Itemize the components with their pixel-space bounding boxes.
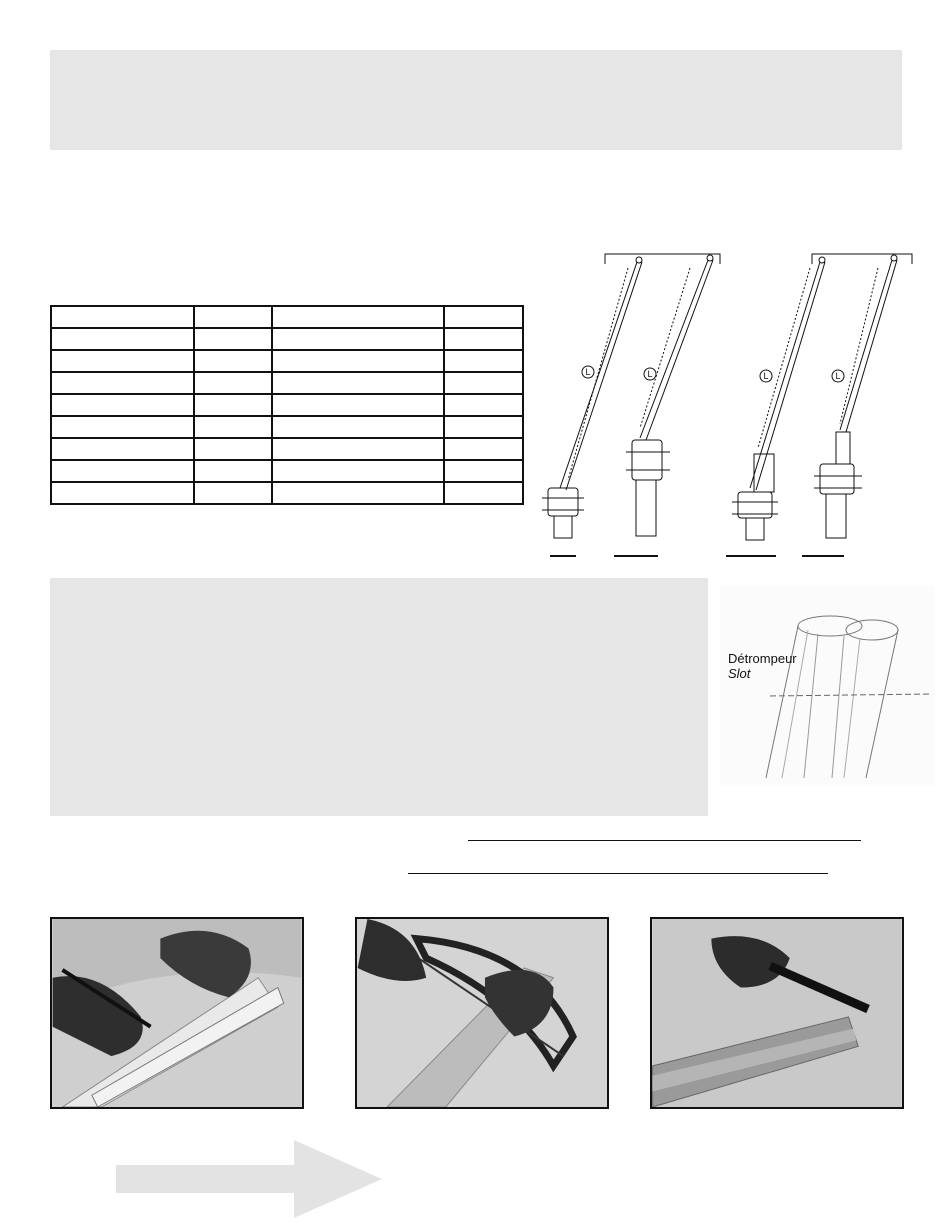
table-cell <box>444 460 523 482</box>
table-cell <box>272 328 444 350</box>
table-cell <box>444 372 523 394</box>
table-cell <box>51 328 194 350</box>
table-cell <box>194 394 272 416</box>
table-cell <box>272 306 444 328</box>
table-cell <box>51 394 194 416</box>
table-cell <box>51 372 194 394</box>
header-band <box>50 50 902 150</box>
length-marker-4: L <box>835 371 841 381</box>
sawing-tube-photo <box>355 917 609 1109</box>
table-cell <box>51 460 194 482</box>
table-cell <box>272 394 444 416</box>
spec-table <box>50 305 524 505</box>
table-row <box>51 416 523 438</box>
mast-length-diagram <box>540 248 920 566</box>
table-cell <box>444 416 523 438</box>
instruction-band <box>50 578 708 816</box>
table-cell <box>194 416 272 438</box>
length-marker-1: L <box>585 367 591 377</box>
table-cell <box>272 350 444 372</box>
table-cell <box>194 350 272 372</box>
table-cell <box>272 482 444 504</box>
table-row <box>51 482 523 504</box>
bracket-left <box>605 254 720 264</box>
table-cell <box>194 372 272 394</box>
table-cell <box>272 438 444 460</box>
table-row <box>51 372 523 394</box>
underline-rule-1 <box>468 840 861 841</box>
table-row <box>51 438 523 460</box>
slot-label-english: Slot <box>728 666 751 681</box>
table-cell <box>51 350 194 372</box>
table-row <box>51 306 523 328</box>
table-cell <box>444 438 523 460</box>
table-cell <box>194 328 272 350</box>
table-row <box>51 394 523 416</box>
table-cell <box>194 460 272 482</box>
table-row <box>51 460 523 482</box>
table-cell <box>51 482 194 504</box>
table-cell <box>194 306 272 328</box>
table-cell <box>194 438 272 460</box>
table-cell <box>444 306 523 328</box>
table-cell <box>272 460 444 482</box>
marking-tube-photo <box>50 917 304 1109</box>
spec-table-body <box>51 306 523 504</box>
table-cell <box>272 416 444 438</box>
table-cell <box>51 306 194 328</box>
table-cell <box>194 482 272 504</box>
slot-tube-sketch <box>720 586 935 786</box>
slot-label-french: Détrompeur <box>728 651 797 666</box>
table-cell <box>444 394 523 416</box>
table-cell <box>272 372 444 394</box>
table-cell <box>444 328 523 350</box>
filing-tube-photo <box>650 917 904 1109</box>
table-row <box>51 328 523 350</box>
length-marker-3: L <box>763 371 769 381</box>
table-cell <box>444 482 523 504</box>
table-cell <box>51 438 194 460</box>
next-page-arrow <box>116 1140 386 1218</box>
table-cell <box>51 416 194 438</box>
table-cell <box>444 350 523 372</box>
table-row <box>51 350 523 372</box>
underline-rule-2 <box>408 873 828 874</box>
length-marker-2: L <box>647 369 653 379</box>
